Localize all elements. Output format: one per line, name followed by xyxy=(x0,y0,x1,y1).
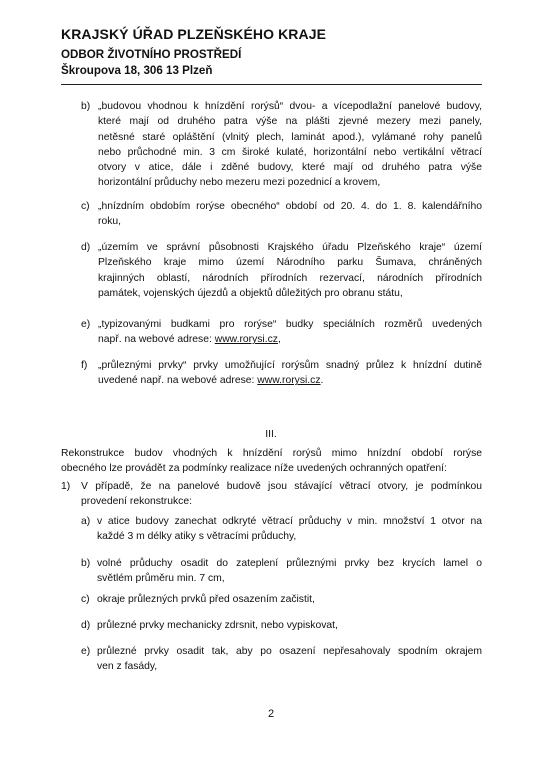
authority-name: KRAJSKÝ ÚŘAD PLZEŇSKÉHO KRAJE xyxy=(61,26,327,42)
text-line: „typizovanými budkami pro rorýse“ budky speciálních rozměrů uvedených xyxy=(98,319,482,330)
text-line: netěsné staré opláštění (vlnitý plech, laminát apod.), vylámané rohy panelů xyxy=(98,131,482,143)
item-text xyxy=(98,240,482,301)
header-divider xyxy=(61,84,482,85)
text-fragment: např. na webové adrese: xyxy=(98,334,215,346)
text-line: každé 3 m délky atiky s větracími průduchy, xyxy=(97,531,297,543)
text-line: horizontální průduchy nebo mezeru mezi pozednicí a krovem, xyxy=(98,177,381,189)
text-line: okraje průlezných prvků před osazením začistit, xyxy=(97,594,315,605)
text-line: „průleznými prvky“ prvky umožňující rorýsům snadný průlez k hnízdní dutině xyxy=(98,360,482,371)
item-label: 1) xyxy=(61,481,71,492)
text-line: ven z fasády, xyxy=(97,661,158,673)
section-heading: III. xyxy=(265,429,277,440)
item-label: e) xyxy=(81,319,91,330)
item-label: c) xyxy=(81,594,90,605)
item-text xyxy=(97,514,482,545)
department-name: ODBOR ŽIVOTNÍHO PROSTŘEDÍ xyxy=(61,48,242,61)
item-text xyxy=(81,479,482,510)
section-intro xyxy=(61,446,482,477)
item-text xyxy=(98,199,482,230)
item-text xyxy=(97,556,482,587)
text-line: roku, xyxy=(98,216,121,228)
item-label: e) xyxy=(81,646,91,657)
text-line: světlém průměru min. 7 cm, xyxy=(97,573,225,585)
text-line: V případě, že na panelové budově jsou stávající větrací otvory, je podmínkou xyxy=(81,481,482,492)
rorysi-link[interactable]: www.rorysi.cz xyxy=(257,375,321,387)
item-text xyxy=(98,358,482,389)
text-fragment: , xyxy=(277,334,281,346)
page-number: 2 xyxy=(267,708,275,720)
item-label: d) xyxy=(81,242,91,253)
item-label: b) xyxy=(81,558,91,569)
text-line: „budovou vhodnou k hnízdění rorýsů“ dvou- a vícepodlažní panelové budovy, xyxy=(98,101,482,112)
item-text xyxy=(98,99,482,191)
text-line: krajinných oblastí, národních přírodních rezervací, národních přírodních xyxy=(98,272,482,284)
item-label: c) xyxy=(81,201,90,212)
text-line: Rekonstrukce budov vhodných k hnízdění rorýsů mimo hnízdní období rorýse xyxy=(61,448,482,459)
text-line: obecného lze provádět za podmínky realizace níže uvedených ochranných opatření: xyxy=(61,463,447,475)
item-text xyxy=(97,644,482,675)
item-label: d) xyxy=(81,620,91,631)
text-line: volné průduchy osadit do zateplení průleznými prvky bez krycích lamel o xyxy=(97,558,482,569)
item-text xyxy=(98,317,482,348)
text-line: průlezné prvky mechanicky zdrsnit, nebo vypiskovat, xyxy=(97,620,338,631)
text-line: v atice budovy zanechat odkryté větrací průduchy v min. množství 1 otvor na xyxy=(97,516,482,527)
text-line: průlezné prvky osadit tak, aby po osazení nepřesahovaly spodním okrajem xyxy=(97,646,482,657)
text-fragment: . xyxy=(320,375,324,387)
item-label: a) xyxy=(81,516,91,527)
text-line: „hnízdním obdobím rorýse obecného“ období od 20. 4. do 1. 8. kalendářního xyxy=(98,201,482,212)
text-line: Plzeňského kraje mimo území Národního parku Šumava, chráněných xyxy=(98,257,482,269)
text-line xyxy=(98,373,482,388)
text-line: otvory v atice, dále i zděné budovy, které mají od druhého patra výše xyxy=(98,162,482,174)
text-line: provedení rekonstrukce: xyxy=(81,496,192,508)
item-label: b) xyxy=(81,101,91,112)
item-label: f) xyxy=(81,360,88,371)
address: Škroupova 18, 306 13 Plzeň xyxy=(61,64,213,77)
item-text xyxy=(97,592,482,607)
item-text xyxy=(97,618,482,633)
text-line: památek, vojenských újezdů a objektů důležitých pro obranu státu, xyxy=(98,287,403,299)
text-line: nebo průchodné min. 3 cm široké kulaté, horizontální nebo vertikální větrací xyxy=(98,146,482,158)
text-line: „územím ve správní působnosti Krajského úřadu Plzeňského kraje“ území xyxy=(98,242,482,253)
text-line xyxy=(98,332,482,347)
text-fragment: uvedené např. na webové adrese: xyxy=(98,375,258,387)
text-line: které mají od druhého patra výše na plášti zjevné mezery mezi panely, xyxy=(98,116,482,128)
rorysi-link[interactable]: www.rorysi.cz xyxy=(214,334,278,346)
